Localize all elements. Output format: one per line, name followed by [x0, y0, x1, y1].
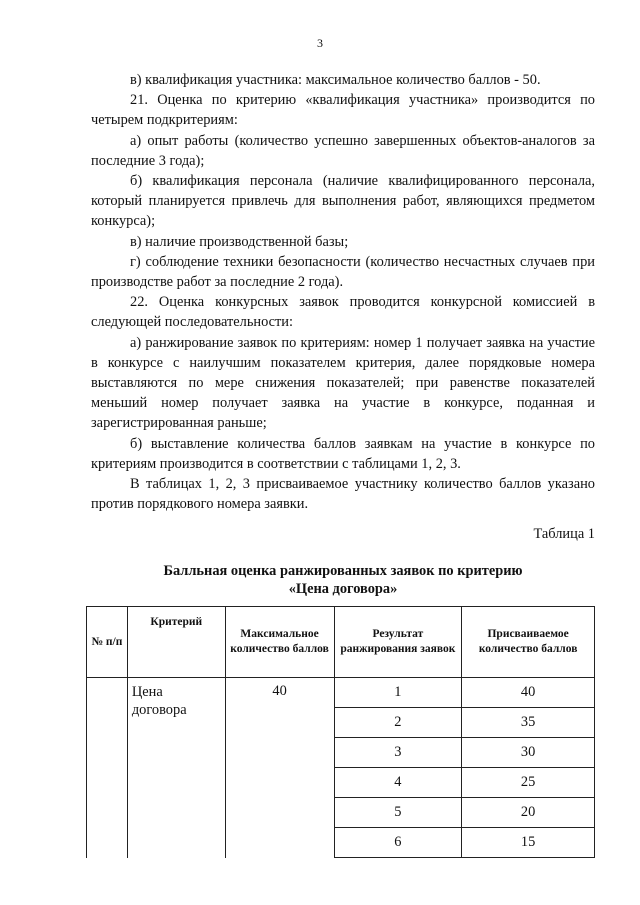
cell-points: 40 [462, 678, 595, 708]
paragraph: В таблицах 1, 2, 3 присваиваемое участнику количество баллов указано против порядкового номера заявки. [91, 476, 595, 513]
cell-rank: 2 [334, 708, 462, 738]
paragraph: г) соблюдение техники безопасности (количество несчастных случаев при производстве работ за последние 2 года). [91, 253, 595, 291]
header-criterion: Критерий [127, 607, 225, 678]
header-num: № п/п [87, 607, 128, 678]
header-max-points: Максимальное количество баллов [225, 607, 334, 678]
paragraph: а) ранжирование заявок по критериям: номер 1 получает заявка на участие в конкурсе с наилучшим показателем критерия, далее порядковые номера выставляются по мере снижения показателей; при равенстве показателей меньший номер получает заявка на участие в конкурсе, поданная и зарегистрированная раньше; [91, 334, 595, 432]
page-number: 3 [317, 36, 323, 50]
cell-criterion: Цена договора [127, 678, 225, 858]
table-header-row [87, 607, 595, 678]
table-title [91, 562, 595, 598]
paragraph: б) выставление количества баллов заявкам на участие в конкурсе по критериям производится в соответствии с таблицами 1, 2, 3. [91, 435, 595, 472]
cell-rank: 5 [334, 798, 462, 828]
body-text [91, 70, 595, 514]
cell-points: 30 [462, 738, 595, 768]
header-rank: Результат ранжирования заявок [334, 607, 462, 678]
cell-points: 35 [462, 708, 595, 738]
paragraph: 21. Оценка по критерию «квалификация участника» производится по четырем подкритериям: [91, 92, 595, 129]
cell-num [87, 678, 128, 858]
table-title-line: «Цена договора» [288, 581, 398, 597]
cell-max-points: 40 [225, 678, 334, 858]
cell-rank: 1 [334, 678, 462, 708]
paragraph: 22. Оценка конкурсных заявок проводится конкурсной комиссией в следующей последовательности: [91, 294, 595, 331]
paragraph: в) квалификация участника: максимальное количество баллов - 50. [130, 72, 541, 88]
cell-rank: 6 [334, 828, 462, 858]
cell-points: 25 [462, 768, 595, 798]
paragraph: б) квалификация персонала (наличие квалифицированного персонала, который планируется привлечь для выполнения работ, являющихся предметом конкурса); [91, 173, 595, 230]
table-row [87, 678, 595, 708]
table-label: Таблица 1 [533, 526, 595, 542]
table-title-line: Балльная оценка ранжированных заявок по критерию [163, 563, 523, 579]
cell-points: 20 [462, 798, 595, 828]
paragraph: а) опыт работы (количество успешно завершенных объектов-аналогов за последние 3 года); [91, 132, 595, 169]
cell-rank: 3 [334, 738, 462, 768]
score-table [86, 606, 595, 858]
header-assigned: Присваиваемое количество баллов [462, 607, 595, 678]
cell-rank: 4 [334, 768, 462, 798]
paragraph: в) наличие производственной базы; [130, 233, 349, 250]
cell-points: 15 [462, 828, 595, 858]
